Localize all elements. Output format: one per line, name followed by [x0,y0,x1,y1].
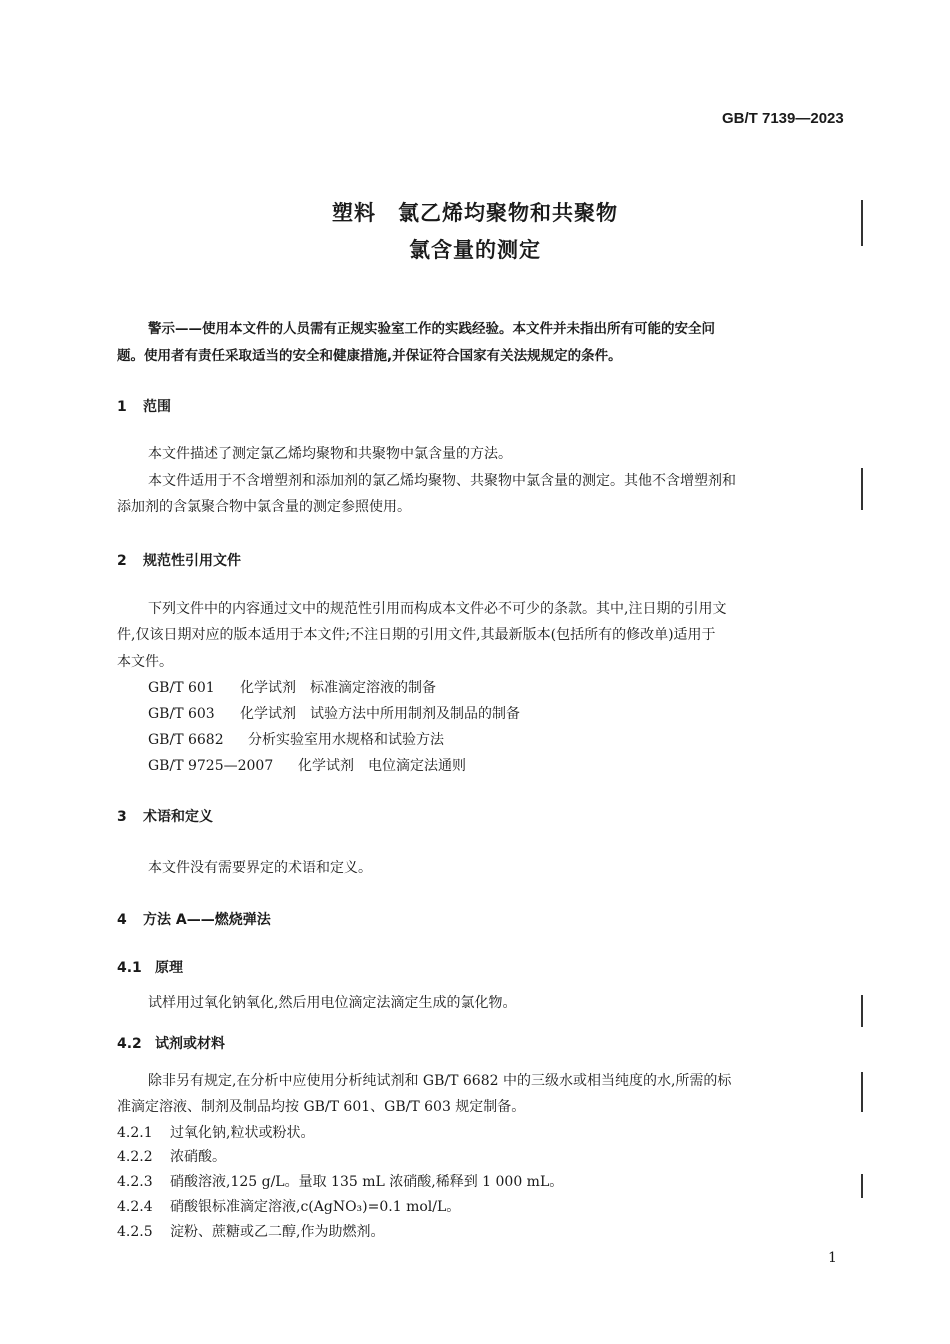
section-number: 2 [117,553,127,569]
subsection-4-2-heading [117,1033,225,1053]
item-text: 硝酸溶液,125 g/L。量取 135 mL 浓硝酸,稀释到 1 000 mL。 [170,1174,564,1190]
item-number: 4.2.4 [117,1199,153,1215]
warning-line2: 题。使用者有责任采取适当的安全和健康措施,并保证符合国家有关法规规定的条件。 [117,348,622,364]
change-bar [861,468,863,510]
paragraph-line: 除非另有规定,在分析中应使用分析纯试剂和 GB/T 6682 中的三级水或相当纯度的水,所需的标 [148,1073,732,1089]
section-title: 方法 A——燃烧弹法 [143,912,271,928]
document-title-line1: 塑料 氯乙烯均聚物和共聚物 [332,201,618,225]
reference-item [148,677,436,697]
reference-code: GB/T 9725—2007 [148,758,274,774]
document-title-line2: 氯含量的测定 [409,238,541,262]
paragraph: 本文件描述了测定氯乙烯均聚物和共聚物中氯含量的方法。 [148,446,512,462]
page-number: 1 [828,1250,837,1266]
paragraph-line: 本文件。 [117,654,173,670]
section-number: 1 [117,399,127,415]
section-number: 3 [117,809,127,825]
subsection-4-1-heading [117,957,183,977]
reference-title: 分析实验室用水规格和试验方法 [248,732,444,748]
section-number: 4 [117,912,127,928]
change-bar [861,1174,863,1198]
item-text: 过氧化钠,粒状或粉状。 [170,1125,315,1141]
section-4-heading [117,909,271,929]
section-title: 范围 [143,399,171,415]
item-text: 淀粉、蔗糖或乙二醇,作为助燃剂。 [170,1224,385,1240]
warning-line1: 警示——使用本文件的人员需有正规实验室工作的实践经验。本文件并未指出所有可能的安全问 [148,321,715,337]
paragraph: 试样用过氧化钠氧化,然后用电位滴定法滴定生成的氯化物。 [148,995,517,1011]
reference-code: GB/T 6682 [148,732,224,748]
section-2-heading [117,550,241,570]
subsection-number: 4.1 [117,960,142,976]
subsection-title: 试剂或材料 [155,1036,225,1052]
reference-title: 化学试剂 试验方法中所用制剂及制品的制备 [240,706,520,722]
item-number: 4.2.3 [117,1174,153,1190]
change-bar [861,200,863,246]
reference-title: 化学试剂 标准滴定溶液的制备 [240,680,436,696]
item-number: 4.2.5 [117,1224,153,1240]
paragraph-line: 本文件适用于不含增塑剂和添加剂的氯乙烯均聚物、共聚物中氯含量的测定。其他不含增塑剂和 [148,473,736,489]
reference-item [148,729,444,749]
standard-number: GB/T 7139—2023 [722,110,844,127]
reference-title: 化学试剂 电位滴定法通则 [298,758,466,774]
subsection-title: 原理 [155,960,183,976]
reference-code: GB/T 603 [148,706,215,722]
item-number: 4.2.2 [117,1149,153,1165]
list-item [117,1196,460,1216]
reference-item [148,703,520,723]
item-number: 4.2.1 [117,1125,153,1141]
reference-item [148,755,466,775]
paragraph: 本文件没有需要界定的术语和定义。 [148,860,372,876]
section-1-heading [117,396,171,416]
subsection-number: 4.2 [117,1036,142,1052]
reference-code: GB/T 601 [148,680,215,696]
item-text: 浓硝酸。 [170,1149,226,1165]
section-title: 规范性引用文件 [143,553,241,569]
list-item [117,1122,314,1142]
section-title: 术语和定义 [143,809,213,825]
paragraph-line: 件,仅该日期对应的版本适用于本文件;不注日期的引用文件,其最新版本(包括所有的修改单)适用于 [117,627,716,643]
list-item [117,1221,384,1241]
paragraph-line: 添加剂的含氯聚合物中氯含量的测定参照使用。 [117,499,411,515]
list-item [117,1146,226,1166]
paragraph-line: 下列文件中的内容通过文中的规范性引用而构成本文件必不可少的条款。其中,注日期的引用文 [148,601,727,617]
section-3-heading [117,806,213,826]
list-item [117,1171,563,1191]
change-bar [861,995,863,1027]
change-bar [861,1072,863,1112]
item-text: 硝酸银标准滴定溶液,c(AgNO₃)=0.1 mol/L。 [170,1199,461,1215]
paragraph-line: 准滴定溶液、制剂及制品均按 GB/T 601、GB/T 603 规定制备。 [117,1099,526,1115]
